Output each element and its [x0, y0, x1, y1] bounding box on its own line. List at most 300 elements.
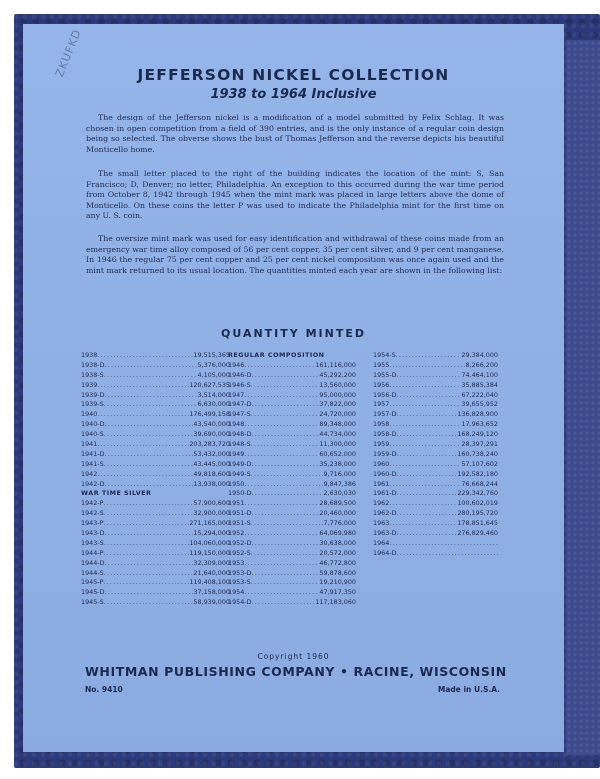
mintage-year-label: 1954-D [228, 598, 252, 607]
mintage-quantity: 280,195,720 [457, 509, 498, 518]
mintage-year-label: 1956 [373, 380, 390, 389]
mintage-row [228, 529, 356, 539]
dot-leader [251, 470, 324, 480]
mintage-quantity: 32,900,000 [193, 509, 230, 518]
mintage-year-label: 1949 [228, 449, 245, 458]
mintage-quantity: 20,460,000 [319, 509, 356, 518]
dot-leader [251, 381, 320, 391]
dot-leader [103, 549, 189, 559]
dot-leader [105, 529, 194, 539]
mintage-row [228, 519, 356, 529]
dot-leader [389, 480, 461, 490]
dot-leader [105, 588, 194, 598]
mintage-quantity: 9,716,000 [323, 469, 356, 478]
mintage-row [81, 351, 230, 361]
mintage-row [373, 549, 498, 559]
dot-leader [244, 391, 319, 401]
mintage-quantity: 39,690,000 [193, 430, 230, 439]
mintage-year-label: 1940-S [81, 430, 104, 439]
mintage-row [228, 480, 356, 490]
mintage-column-1 [81, 351, 230, 608]
mintage-quantity: 4,105,000 [197, 370, 230, 379]
dot-leader [244, 529, 319, 539]
dot-leader [244, 450, 319, 460]
mintage-row [373, 400, 498, 410]
mintage-row [81, 509, 230, 519]
publisher-line: WHITMAN PUBLISHING COMPANY • RACINE, WISCONSIN [85, 664, 507, 679]
mintage-year-label: 1960-D [373, 469, 397, 478]
dot-leader [251, 578, 320, 588]
mintage-row [81, 460, 230, 470]
mintage-year-label: 1952 [228, 529, 245, 538]
dot-leader [397, 371, 462, 381]
mintage-column-3 [373, 351, 498, 559]
mintage-quantity: 57,107,602 [461, 459, 498, 468]
dot-leader [105, 559, 194, 569]
mintage-year-label: 1944-P [81, 548, 104, 557]
mintage-year-label: 1942-P [81, 499, 104, 508]
mintage-row [81, 598, 230, 608]
mintage-year-label: 1957 [373, 400, 390, 409]
dot-leader [244, 361, 315, 371]
mintage-row [228, 460, 356, 470]
dot-leader [97, 440, 189, 450]
intro-paragraph-2: The small letter placed to the right of the building indicates the location of the mint: S, San Francisco; D, Denver; no letter, Philadelphia. An exception to this occurred during the war time period from October 8, 1942 through 1945 when the mint mark was placed in large letters above the dome of Monticello. On these coins the letter P was used to indicate the Philadelphia mint for the first time on any U. S. coin. [86, 169, 504, 221]
dot-leader [252, 489, 324, 499]
dot-leader [105, 420, 194, 430]
mintage-year-label: 1961 [373, 479, 390, 488]
mintage-row [373, 420, 498, 430]
dot-leader [397, 430, 458, 440]
dot-leader [244, 420, 319, 430]
dot-leader [397, 450, 458, 460]
mintage-row [228, 569, 356, 579]
mintage-quantity: 117,183,060 [315, 598, 356, 607]
dot-leader [397, 529, 458, 539]
mintage-row [81, 588, 230, 598]
mintage-row [81, 430, 230, 440]
mintage-year-label: 1964-D [373, 548, 397, 557]
dot-leader [389, 499, 457, 509]
dot-leader [389, 361, 465, 371]
mintage-quantity: 176,499,158 [189, 410, 230, 419]
mintage-quantity: 74,464,100 [461, 370, 498, 379]
mintage-quantity: 276,829,460 [457, 529, 498, 538]
mintage-row [81, 361, 230, 371]
mintage-quantity: 44,734,000 [319, 430, 356, 439]
mintage-row [228, 450, 356, 460]
mintage-quantity: 21,640,000 [193, 568, 230, 577]
mintage-quantity: 53,432,000 [193, 449, 230, 458]
mintage-year-label: 1942-S [81, 509, 104, 518]
mintage-year-label: 1955 [373, 360, 390, 369]
mintage-quantity: 5,376,000 [197, 360, 230, 369]
dot-leader [389, 539, 498, 549]
dot-leader [252, 460, 320, 470]
mintage-quantity: 24,720,000 [319, 410, 356, 419]
mintage-year-label: 1945-S [81, 598, 104, 607]
mintage-quantity: 6,630,000 [197, 400, 230, 409]
mintage-row [81, 400, 230, 410]
mintage-row [373, 450, 498, 460]
dot-leader [104, 509, 194, 519]
album-spine [566, 40, 600, 755]
mintage-year-label: 1957-D [373, 410, 397, 419]
mintage-row [373, 440, 498, 450]
mintage-row [228, 440, 356, 450]
dot-leader [103, 519, 189, 529]
mintage-row [373, 371, 498, 381]
mintage-row [228, 361, 356, 371]
mintage-quantity: 28,397,291 [461, 440, 498, 449]
mintage-row [228, 598, 356, 608]
mintage-row [228, 549, 356, 559]
dot-leader [252, 509, 320, 519]
made-in-label: Made in U.S.A. [437, 685, 500, 694]
mintage-quantity: 13,560,000 [319, 380, 356, 389]
dot-leader [105, 480, 194, 490]
mintage-quantity: 49,818,600 [193, 469, 230, 478]
mintage-quantity: 19,210,900 [319, 578, 356, 587]
mintage-year-label: 1943-S [81, 538, 104, 547]
mintage-year-label: 1951 [228, 499, 245, 508]
mintage-quantity: 100,602,019 [457, 499, 498, 508]
mintage-year-label: 1947-D [228, 400, 252, 409]
mintage-row [81, 420, 230, 430]
mintage-row [228, 499, 356, 509]
mintage-year-label: 1946 [228, 360, 245, 369]
mintage-quantity: 271,165,000 [189, 519, 230, 528]
dot-leader [252, 430, 320, 440]
mintage-quantity: 229,342,760 [457, 489, 498, 498]
mintage-row [373, 430, 498, 440]
mintage-year-label: 1948-D [228, 430, 252, 439]
mintage-year-label: 1960 [373, 459, 390, 468]
mintage-year-label: 1938-D [81, 360, 105, 369]
mintage-row [373, 509, 498, 519]
mintage-quantity: 17,963,652 [461, 420, 498, 429]
mintage-row [373, 499, 498, 509]
mintage-quantity: 45,292,200 [319, 370, 356, 379]
mintage-row [373, 381, 498, 391]
mintage-quantity: 2,630,030 [323, 489, 356, 498]
mintage-year-label: 1952-D [228, 538, 252, 547]
mintage-quantity: 15,294,000 [193, 529, 230, 538]
page-title: JEFFERSON NICKEL COLLECTION [137, 66, 450, 84]
mintage-row [81, 539, 230, 549]
dot-leader [104, 598, 194, 608]
dot-leader [104, 539, 190, 549]
mintage-quantity: 161,116,000 [315, 360, 356, 369]
mintage-row [373, 489, 498, 499]
mintage-year-label: 1956-D [373, 390, 397, 399]
mintage-quantity: 37,158,000 [193, 588, 230, 597]
mintage-row [228, 381, 356, 391]
mintage-year-label: 1964 [373, 538, 390, 547]
mintage-year-label: 1958-D [373, 430, 397, 439]
mintage-row [373, 460, 498, 470]
mintage-quantity: 37,822,000 [319, 400, 356, 409]
intro-paragraph-1: The design of the Jefferson nickel is a modification of a model submitted by Felix Schlag. It was chosen in open competition from a field of 390 entries, and is the only instance of a regular coin design being so selected. The obverse shows the bust of Thomas Jefferson and the reverse depicts his beautiful Monticello home. [86, 113, 504, 154]
mintage-year-label: 1938-S [81, 370, 104, 379]
mintage-year-label: 1951-D [228, 509, 252, 518]
mintage-quantity: 104,060,000 [189, 538, 230, 547]
mintage-quantity: 178,851,645 [457, 519, 498, 528]
mintage-quantity: 160,738,240 [457, 449, 498, 458]
mintage-row [373, 470, 498, 480]
mintage-row [228, 470, 356, 480]
dot-leader [251, 440, 320, 450]
mintage-quantity: 95,000,000 [319, 390, 356, 399]
mintage-quantity: 47,917,350 [319, 588, 356, 597]
mintage-quantity: 3,514,000 [197, 390, 230, 399]
mintage-row [81, 549, 230, 559]
mintage-year-label: 1946-D [228, 370, 252, 379]
mintage-quantity: 59,878,600 [319, 568, 356, 577]
dot-leader [251, 519, 324, 529]
mintage-year-label: 1962 [373, 499, 390, 508]
dot-leader [397, 391, 462, 401]
mintage-year-label: 1941-D [81, 449, 105, 458]
mintage-row [81, 410, 230, 420]
mintage-year-label: 1947 [228, 390, 245, 399]
mintage-quantity: 64,069,980 [319, 529, 356, 538]
dot-leader [104, 371, 198, 381]
handwritten-note: ZKUFKD [53, 27, 84, 79]
mintage-row [228, 489, 356, 499]
dot-leader [389, 460, 461, 470]
dot-leader [97, 381, 189, 391]
mintage-year-label: 1953-S [228, 578, 251, 587]
mintage-quantity: 20,572,000 [319, 548, 356, 557]
mintage-quantity: 192,582,180 [457, 469, 498, 478]
mintage-quantity: 28,689,500 [319, 499, 356, 508]
intro-paragraph-3: The oversize mint mark was used for easy identification and withdrawal of these coins made from an emergency war time alloy composed of 56 per cent copper, 35 per cent silver, and 9 per cent manganese. In 1946 the regular 75 per cent copper and 25 per cent nickel composition was once again used and the mint mark returned to its usual location. The quantities minted each year are shown in the following list: [86, 234, 504, 275]
mintage-row [228, 588, 356, 598]
mintage-row [81, 578, 230, 588]
mintage-year-label: 1941-S [81, 459, 104, 468]
mintage-quantity: 120,627,535 [189, 380, 230, 389]
mintage-quantity: 136,828,900 [457, 410, 498, 419]
mintage-year-label: 1954-S [373, 351, 396, 359]
dot-leader [252, 400, 320, 410]
dot-leader [397, 470, 458, 480]
album-cover-page [23, 24, 564, 752]
mintage-row [228, 430, 356, 440]
mintage-year-label: 1959 [373, 440, 390, 449]
mintage-year-label: 1938 [81, 351, 98, 359]
mintage-year-label: 1939-S [81, 400, 104, 409]
mintage-row [373, 519, 498, 529]
mintage-year-label: 1951-S [228, 519, 251, 528]
mintage-year-label: 1943-D [81, 529, 105, 538]
dot-leader [397, 509, 458, 519]
mintage-quantity: 58,939,000 [193, 598, 230, 607]
mintage-quantity: 11,300,000 [319, 440, 356, 449]
mintage-row [373, 361, 498, 371]
catalog-number: No. 9410 [85, 685, 123, 694]
mintage-row [228, 410, 356, 420]
mintage-year-label: 1952-S [228, 548, 251, 557]
mintage-row [81, 499, 230, 509]
dot-leader [252, 539, 320, 549]
mintage-quantity: 32,309,000 [193, 558, 230, 567]
mintage-quantity: 8,266,200 [465, 360, 498, 369]
mintage-row [373, 391, 498, 401]
mintage-year-label: 1949-D [228, 459, 252, 468]
mintage-quantity: 9,847,386 [323, 479, 356, 488]
mintage-column-2 [228, 351, 356, 608]
mintage-row [81, 440, 230, 450]
dot-leader [97, 470, 193, 480]
mintage-year-label: 1959-D [373, 449, 397, 458]
mintage-year-label: 1942 [81, 469, 98, 478]
dot-leader [252, 598, 316, 608]
mintage-year-label: 1944-S [81, 568, 104, 577]
mintage-quantity: 13,938,000 [193, 479, 230, 488]
mintage-row [373, 529, 498, 539]
mintage-quantity: 43,445,000 [193, 459, 230, 468]
mintage-row [373, 480, 498, 490]
copyright-notice: Copyright 1960 [257, 652, 330, 661]
dot-leader [389, 440, 461, 450]
mintage-quantity: 67,222,040 [461, 390, 498, 399]
mintage-year-label: 1940 [81, 410, 98, 419]
mintage-year-label: 1953 [228, 558, 245, 567]
page-subtitle: 1938 to 1964 Inclusive [210, 87, 377, 102]
mintage-row [81, 381, 230, 391]
mintage-quantity: 43,540,000 [193, 420, 230, 429]
mintage-year-label: 1954 [228, 588, 245, 597]
mintage-year-label: 1950 [228, 479, 245, 488]
dot-leader [97, 351, 193, 361]
section-header-regular-composition: REGULAR COMPOSITION [228, 351, 325, 359]
mintage-row [228, 400, 356, 410]
dot-leader [104, 430, 194, 440]
mintage-row [228, 420, 356, 430]
mintage-quantity: 30,638,000 [319, 538, 356, 547]
dot-leader [251, 549, 320, 559]
dot-leader [103, 578, 189, 588]
mintage-quantity: 39,655,952 [461, 400, 498, 409]
dot-leader [105, 361, 198, 371]
mintage-year-label: 1962-D [373, 509, 397, 518]
mintage-row [373, 351, 498, 361]
mintage-row [81, 569, 230, 579]
mintage-quantity: 119,150,000 [189, 548, 230, 557]
dot-leader [244, 499, 319, 509]
dot-leader [397, 549, 499, 559]
dot-leader [251, 410, 320, 420]
mintage-quantity: 19,515,365 [193, 351, 230, 359]
mintage-quantity: 119,408,100 [189, 578, 230, 587]
mintage-quantity: 168,249,120 [457, 430, 498, 439]
mintage-quantity: 7,776,000 [323, 519, 356, 528]
mintage-quantity: 57,900,600 [193, 499, 230, 508]
dot-leader [97, 410, 189, 420]
mintage-year-label: 1948-S [228, 440, 251, 449]
mintage-quantity: 35,238,000 [319, 459, 356, 468]
dot-leader [105, 391, 198, 401]
dot-leader [397, 410, 458, 420]
mintage-year-label: 1963 [373, 519, 390, 528]
mintage-year-label: 1944-D [81, 558, 105, 567]
dot-leader [244, 559, 319, 569]
mintage-year-label: 1946-S [228, 380, 251, 389]
mintage-row [81, 391, 230, 401]
dot-leader [104, 569, 194, 579]
mintage-row [81, 480, 230, 490]
mintage-year-label: 1955-D [373, 370, 397, 379]
mintage-year-label: 1941 [81, 440, 98, 449]
mintage-quantity: 35,885,384 [461, 380, 498, 389]
dot-leader [105, 450, 194, 460]
dot-leader [397, 489, 458, 499]
mintage-quantity: 29,384,000 [461, 351, 498, 359]
dot-leader [103, 499, 193, 509]
mintage-row [81, 559, 230, 569]
dot-leader [389, 381, 461, 391]
mintage-year-label: 1943-P [81, 519, 104, 528]
dot-leader [244, 588, 319, 598]
mintage-year-label: 1949-S [228, 469, 251, 478]
mintage-quantity: 60,652,000 [319, 449, 356, 458]
mintage-year-label: 1940-D [81, 420, 105, 429]
mintage-row [228, 371, 356, 381]
mintage-row [228, 391, 356, 401]
mintage-row [228, 509, 356, 519]
mintage-quantity: 76,668,244 [461, 479, 498, 488]
dot-leader [389, 400, 461, 410]
dot-leader [244, 480, 323, 490]
mintage-year-label: 1958 [373, 420, 390, 429]
mintage-row [81, 519, 230, 529]
mintage-row [228, 578, 356, 588]
mintage-row [228, 559, 356, 569]
mintage-year-label: 1942-D [81, 479, 105, 488]
mintage-year-label: 1947-S [228, 410, 251, 419]
dot-leader [252, 371, 320, 381]
section-header-war-time-silver: WAR TIME SILVER [81, 489, 152, 498]
mintage-year-label: 1939 [81, 380, 98, 389]
mintage-quantity: 203,283,720 [189, 440, 230, 449]
mintage-year-label: 1948 [228, 420, 245, 429]
quantity-minted-title: QUANTITY MINTED [221, 327, 366, 340]
mintage-year-label: 1945-P [81, 578, 104, 587]
dot-leader [396, 351, 462, 361]
dot-leader [389, 420, 461, 430]
mintage-row [81, 470, 230, 480]
dot-leader [104, 400, 198, 410]
mintage-row [81, 529, 230, 539]
dot-leader [252, 569, 320, 579]
mintage-row [81, 450, 230, 460]
mintage-year-label: 1963-D [373, 529, 397, 538]
mintage-row [373, 539, 498, 549]
mintage-row [373, 410, 498, 420]
dot-leader [389, 519, 457, 529]
mintage-year-label: 1945-D [81, 588, 105, 597]
mintage-quantity: 46,772,800 [319, 558, 356, 567]
mintage-year-label: 1961-D [373, 489, 397, 498]
mintage-row [81, 371, 230, 381]
dot-leader [104, 460, 194, 470]
mintage-year-label: 1950-D [228, 489, 252, 498]
mintage-year-label: 1939-D [81, 390, 105, 399]
mintage-row [228, 539, 356, 549]
mintage-quantity: 89,348,000 [319, 420, 356, 429]
mintage-year-label: 1953-D [228, 568, 252, 577]
